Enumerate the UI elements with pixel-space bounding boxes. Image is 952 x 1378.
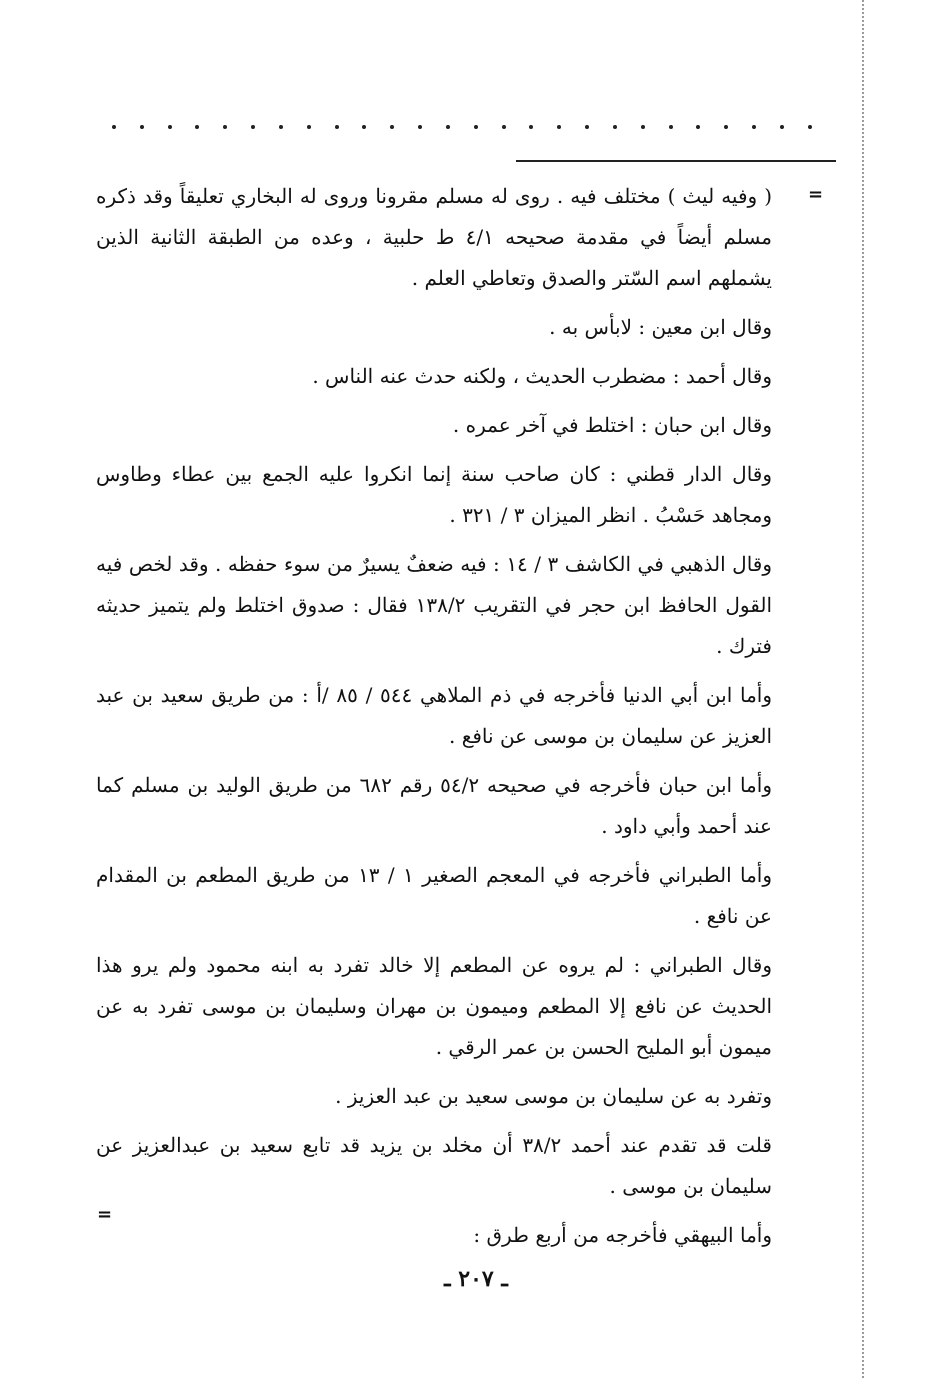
separator-dot <box>279 125 283 129</box>
footnote-paragraph: وأما ابن حبان فأخرجه في صحيحه ٥٤/٢ رقم ٦٨٢ من طريق الوليد بن مسلم كما عند أحمد وأبي داود . <box>96 773 772 838</box>
continuation-mark-bottom: = <box>97 1204 113 1225</box>
separator-dot <box>390 125 394 129</box>
separator-dot <box>251 125 255 129</box>
footnote-body <box>96 176 772 1264</box>
separator-dot <box>223 125 227 129</box>
separator-dot <box>168 125 172 129</box>
separator-dot <box>529 125 533 129</box>
footnote-paragraph: وقال الدار قطني : كان صاحب سنة إنما انكروا عليه الجمع بين عطاء وطاوس ومجاهد حَسْبُ . انظر الميزان ٣ / ٣٢١ . <box>96 462 772 527</box>
separator-dot <box>307 125 311 129</box>
separator-dot <box>446 125 450 129</box>
separator-dot <box>752 125 756 129</box>
dotted-separator <box>112 122 812 132</box>
footnote-paragraph: وتفرد به عن سليمان بن موسى سعيد بن عبد العزيز . <box>335 1084 772 1108</box>
binding-margin-dotted-line <box>862 0 864 1378</box>
footnote-paragraph: وقال الذهبي في الكاشف ٣ / ١٤ : فيه ضعفٌ يسيرٌ من سوء حفظه . وقد لخص فيه القول الحافظ ابن حجر في التقريب ١٣٨/٢ فقال : صدوق اختلط ولم يتميز حديثه فترك . <box>96 552 773 658</box>
separator-dot <box>669 125 673 129</box>
footnote-paragraph: وقال ابن معين : لابأس به . <box>549 315 772 339</box>
separator-dot <box>140 125 144 129</box>
separator-dot <box>335 125 339 129</box>
separator-dot <box>780 125 784 129</box>
separator-dot <box>641 125 645 129</box>
separator-dot <box>362 125 366 129</box>
separator-dot <box>418 125 422 129</box>
separator-dot <box>474 125 478 129</box>
separator-dot <box>502 125 506 129</box>
footnote-paragraph: ( وفيه ليث ) مختلف فيه . روى له مسلم مقرونا وروى له البخاري تعليقاً وقد ذكره مسلم أيضاً في مقدمة صحيحه ٤/١ ط حلبية ، وعده من الطبقة الثانية الذين يشملهم اسم السّتر والصدق وتعاطي العلم . <box>96 184 772 290</box>
footnote-paragraph: وأما البيهقي فأخرجه من أربع طرق : <box>473 1223 772 1247</box>
footnote-paragraph: وأما ابن أبي الدنيا فأخرجه في ذم الملاهي ٥٤٤ / ٨٥ /أ : من طريق سعيد بن عبد العزيز عن سليمان بن موسى عن نافع . <box>96 683 773 748</box>
separator-dot <box>696 125 700 129</box>
footnote-paragraph: وقال ابن حبان : اختلط في آخر عمره . <box>452 413 772 437</box>
footnote-paragraph: قلت قد تقدم عند أحمد ٣٨/٢ أن مخلد بن يزيد قد تابع سعيد بن عبدالعزيز عن سليمان بن موسى . <box>96 1133 772 1198</box>
separator-dot <box>724 125 728 129</box>
page-number: ـ ٢٠٧ ـ <box>444 1266 508 1292</box>
footnote-paragraph: وقال أحمد : مضطرب الحديث ، ولكنه حدث عنه الناس . <box>312 364 772 388</box>
separator-dot <box>613 125 617 129</box>
footnote-paragraph: وقال الطبراني : لم يروه عن المطعم إلا خالد تفرد به ابنه محمود ولم يرو هذا الحديث عن نافع إلا المطعم وميمون بن مهران وسليمان بن موسى تفرد به عن ميمون أبو المليح الحسن بن عمر الرقي . <box>96 953 772 1059</box>
separator-dot <box>557 125 561 129</box>
separator-dot <box>195 125 199 129</box>
separator-dot <box>808 125 812 129</box>
footnote-paragraph: وأما الطبراني فأخرجه في المعجم الصغير ١ / ١٣ من طريق المطعم بن المقدام عن نافع . <box>96 863 772 928</box>
separator-dot <box>112 125 116 129</box>
continuation-mark-top: = <box>808 184 824 205</box>
separator-dot <box>585 125 589 129</box>
footnote-rule <box>516 160 836 162</box>
